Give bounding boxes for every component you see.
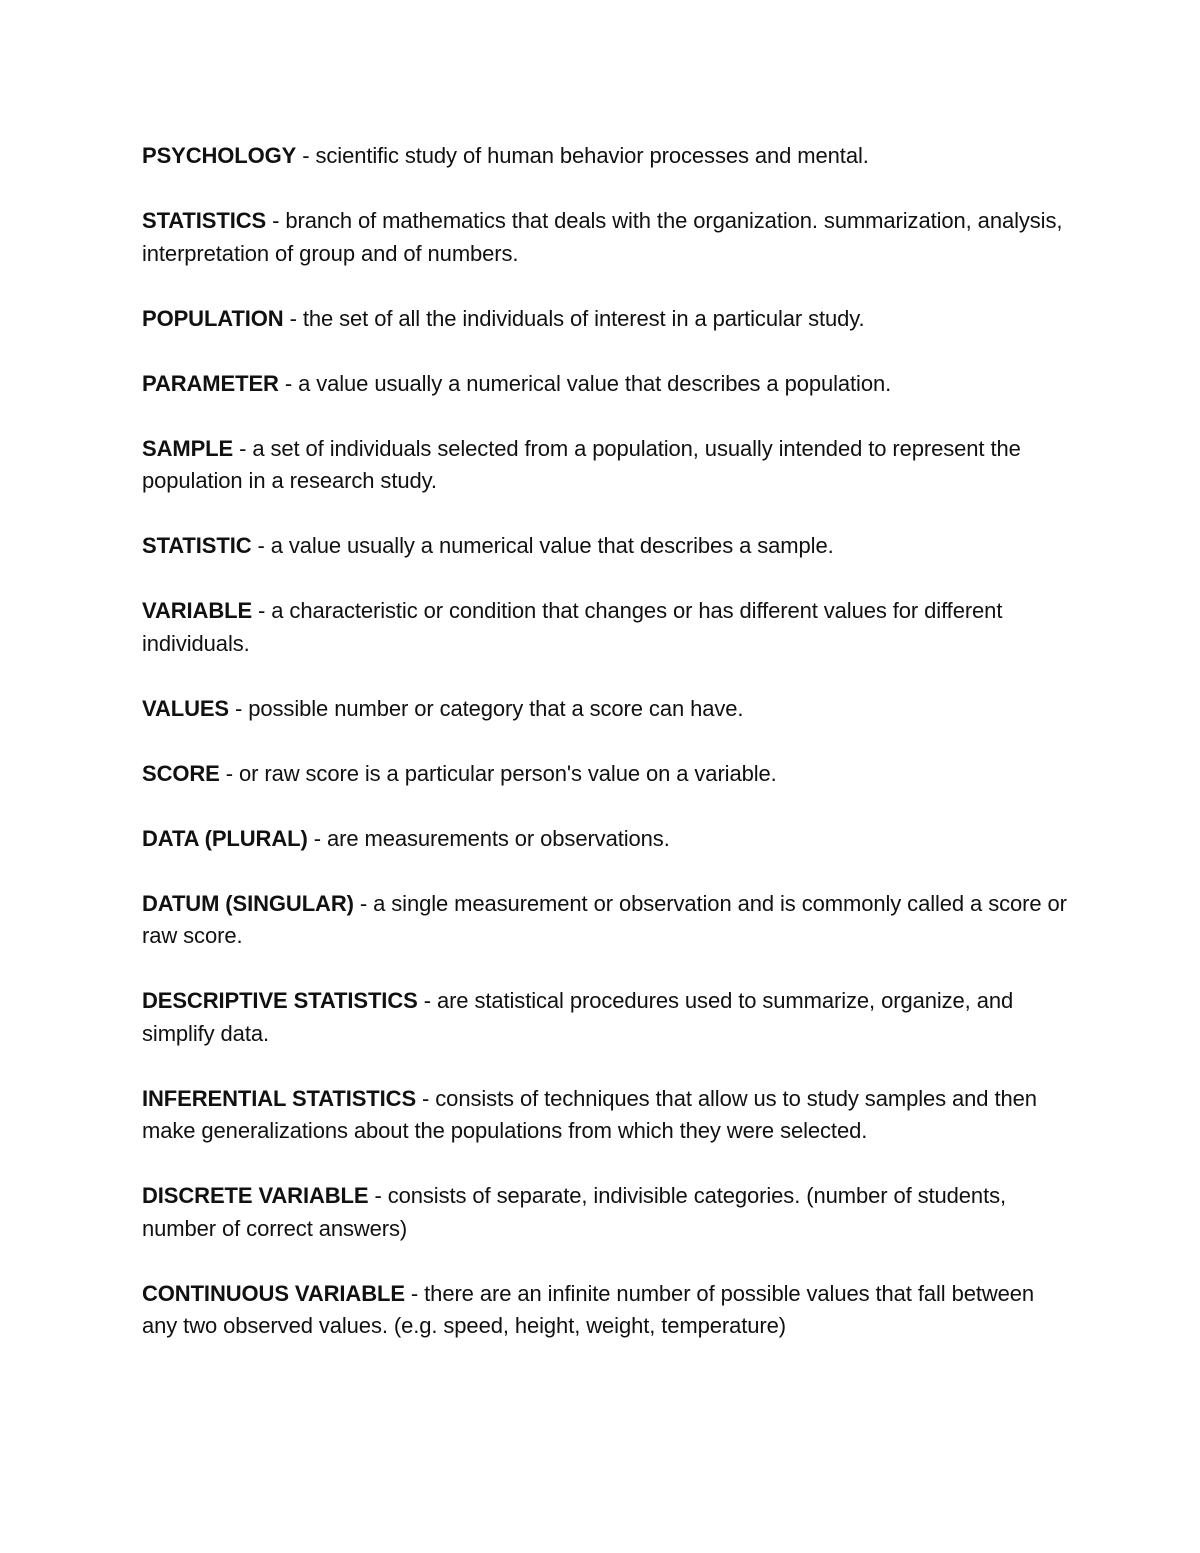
definition-entry-parameter — [142, 368, 1072, 401]
definition: - a value usually a numerical value that describes a population. — [278, 370, 892, 396]
definition-entry-datum — [142, 888, 1072, 953]
definition-entry-data — [142, 823, 1072, 856]
document-page — [142, 140, 1072, 1375]
definition: - a characteristic or condition that changes or has different values for different individuals. — [142, 598, 1003, 656]
term: PARAMETER — [142, 370, 279, 396]
definition: - or raw score is a particular person's value on a variable. — [219, 760, 777, 786]
term: POPULATION — [142, 305, 284, 331]
definition-entry-variable — [142, 595, 1072, 660]
term: VARIABLE — [142, 598, 253, 623]
definition: - the set of all the individuals of interest in a particular study. — [283, 305, 865, 331]
definition-entry-descriptive-statistics — [142, 985, 1072, 1050]
definition-entry-score — [142, 758, 1072, 791]
term: DESCRIPTIVE STATISTICS — [142, 988, 418, 1013]
definition: - a value usually a numerical value that describes a sample. — [251, 533, 834, 558]
definition-entry-sample — [142, 433, 1072, 498]
term: CONTINUOUS VARIABLE — [142, 1280, 405, 1306]
term: SCORE — [142, 760, 220, 786]
definition-entry-inferential-statistics — [142, 1083, 1072, 1148]
definition-entry-psychology — [142, 140, 1072, 173]
definition-entry-statistics — [142, 205, 1072, 270]
definition: - consists of techniques that allow us to study samples and then make generalizations about the populations from which they were selected. — [142, 1085, 1037, 1143]
definition: - are measurements or observations. — [307, 825, 670, 851]
term: DISCRETE VARIABLE — [142, 1183, 369, 1208]
definition-entry-discrete-variable — [142, 1180, 1072, 1245]
term: DATUM (SINGULAR) — [142, 890, 354, 916]
definition: - scientific study of human behavior processes and mental. — [296, 143, 869, 168]
term: INFERENTIAL STATISTICS — [142, 1085, 417, 1111]
definition-entry-population — [142, 303, 1072, 336]
term: DATA (PLURAL) — [142, 825, 308, 851]
term: VALUES — [142, 695, 230, 721]
definition: - a set of individuals selected from a population, usually intended to represent the population in a research study. — [142, 435, 1021, 493]
definition: - are statistical procedures used to summarize, organize, and simplify data. — [142, 988, 1014, 1046]
term: PSYCHOLOGY — [142, 143, 297, 168]
definition: - consists of separate, indivisible categories. (number of students, number of correct answers) — [142, 1183, 1006, 1241]
definition-entry-continuous-variable — [142, 1278, 1072, 1343]
definition: - possible number or category that a score can have. — [229, 695, 744, 721]
definition: - there are an infinite number of possible values that fall between any two observed values. (e.g. speed, height, weight, temperature) — [142, 1280, 1035, 1338]
term: STATISTICS — [142, 208, 267, 233]
term: STATISTIC — [142, 533, 252, 558]
definition-entry-values — [142, 693, 1072, 726]
term: SAMPLE — [142, 435, 234, 461]
definition: - a single measurement or observation and is commonly called a score or raw score. — [142, 890, 1067, 948]
definition: - branch of mathematics that deals with the organization. summarization, analysis, interpretation of group and of numbers. — [142, 208, 1063, 266]
definition-entry-statistic — [142, 530, 1072, 563]
